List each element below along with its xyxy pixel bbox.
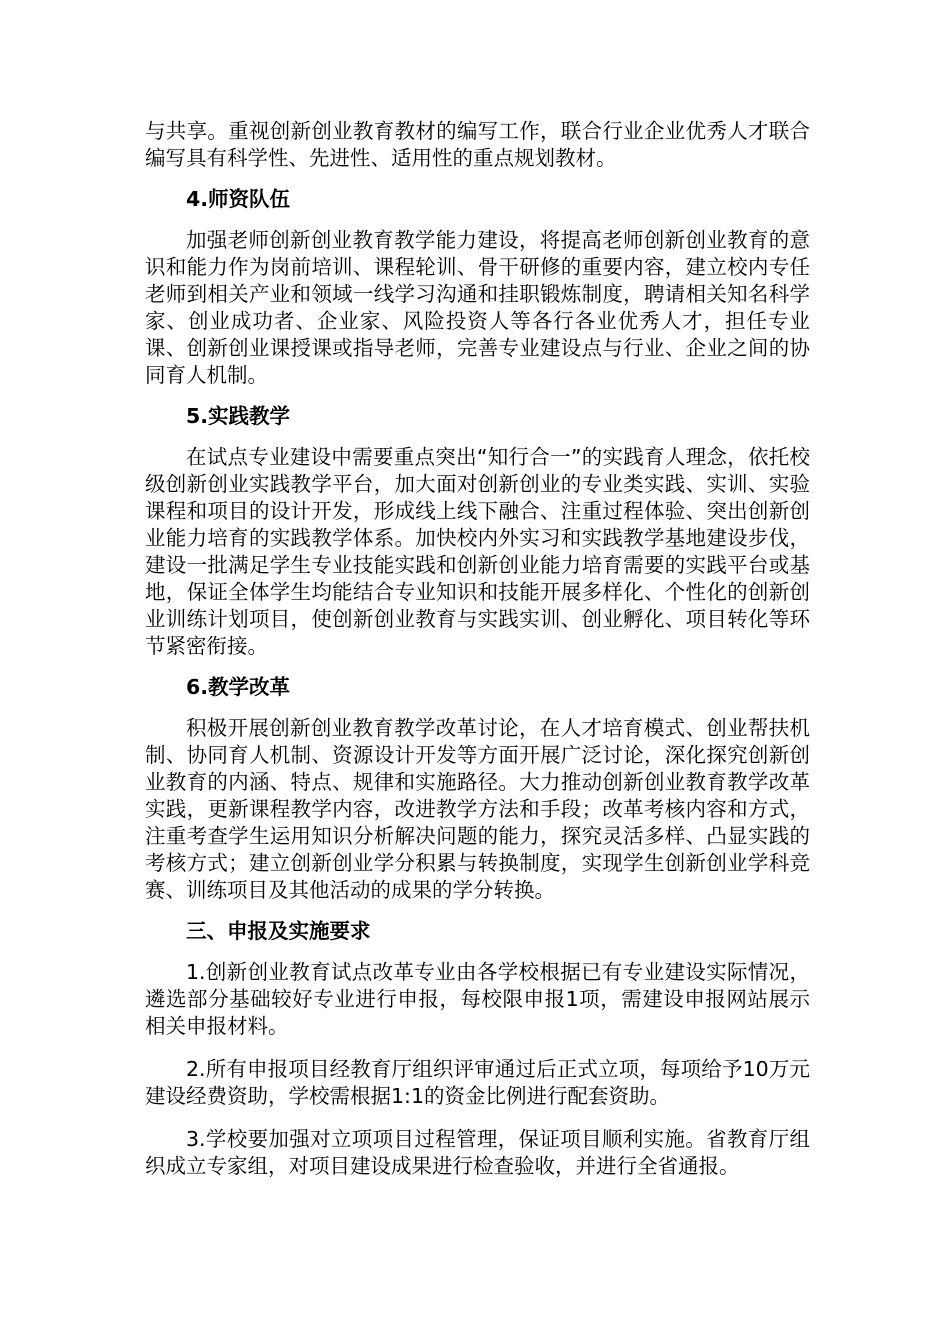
heading-practice-teaching: 5.实践教学 (186, 404, 291, 428)
heading-teaching-reform: 6.教学改革 (186, 675, 291, 699)
paragraph-materials-continued: 与共享。重视创新创业教育教材的编写工作，联合行业企业优秀人才联合编写具有科学性、先进性、适用性的重点规划教材。 (145, 119, 810, 170)
paragraph-requirement-3: 3.学校要加强对立项项目过程管理，保证项目顺利实施。省教育厅组织成立专家组，对项目建设成果进行检查验收，并进行全省通报。 (145, 1127, 810, 1178)
paragraph-requirement-1: 1.创新创业教育试点改革专业由各学校根据已有专业建设实际情况，遴选部分基础较好专业进行申报，每校限申报1项，需建设申报网站展示相关申报材料。 (145, 960, 810, 1038)
paragraph-teaching-staff: 加强老师创新创业教育教学能力建设，将提高老师创新创业教育的意识和能力作为岗前培训、课程轮训、骨干研修的重要内容，建立校内专任老师到相关产业和领域一线学习沟通和挂职锻炼制度，聘请相关知名科学家、创业成功者、企业家、风险投资人等各行各业优秀人才，担任专业课、创新创业课授课或指导老师，完善专业建设点与行业、企业之间的协同育人机制。 (145, 228, 810, 387)
heading-teaching-staff: 4.师资队伍 (186, 187, 291, 211)
paragraph-practice-teaching: 在试点专业建设中需要重点突出“知行合一”的实践育人理念，依托校级创新创业实践教学平台，加大面对创新创业的专业类实践、实训、实验课程和项目的设计开发，形成线上线下融合、注重过程体验、突出创新创业能力培育的实践教学体系。加快校内外实习和实践教学基地建设步伐，建设一批满足学生专业技能实践和创新创业能力培育需要的实践平台或基地，保证全体学生均能结合专业知识和技能开展多样化、个性化的创新创业训练计划项目，使创新创业教育与实践实训、创业孵化、项目转化等环节紧密衔接。 (145, 445, 810, 658)
paragraph-requirement-2: 2.所有申报项目经教育厅组织评审通过后正式立项，每项给予10万元建设经费资助，学校需根据1:1的资金比例进行配套资助。 (145, 1057, 810, 1108)
paragraph-teaching-reform: 积极开展创新创业教育教学改革讨论，在人才培育模式、创业帮扶机制、协同育人机制、资源设计开发等方面开展广泛讨论，深化探究创新创业教育的内涵、特点、规律和实施路径。大力推动创新创业教育教学改革实践，更新课程教学内容，改进教学方法和手段；改革考核内容和方式，注重考查学生运用知识分析解决问题的能力，探究灵活多样、凸显实践的考核方式；建立创新创业学分积累与转换制度，实现学生创新创业学科竞赛、训练项目及其他活动的成果的学分转换。 (145, 716, 810, 902)
heading-application-requirements: 三、申报及实施要求 (186, 919, 371, 943)
document-page (145, 118, 810, 1180)
